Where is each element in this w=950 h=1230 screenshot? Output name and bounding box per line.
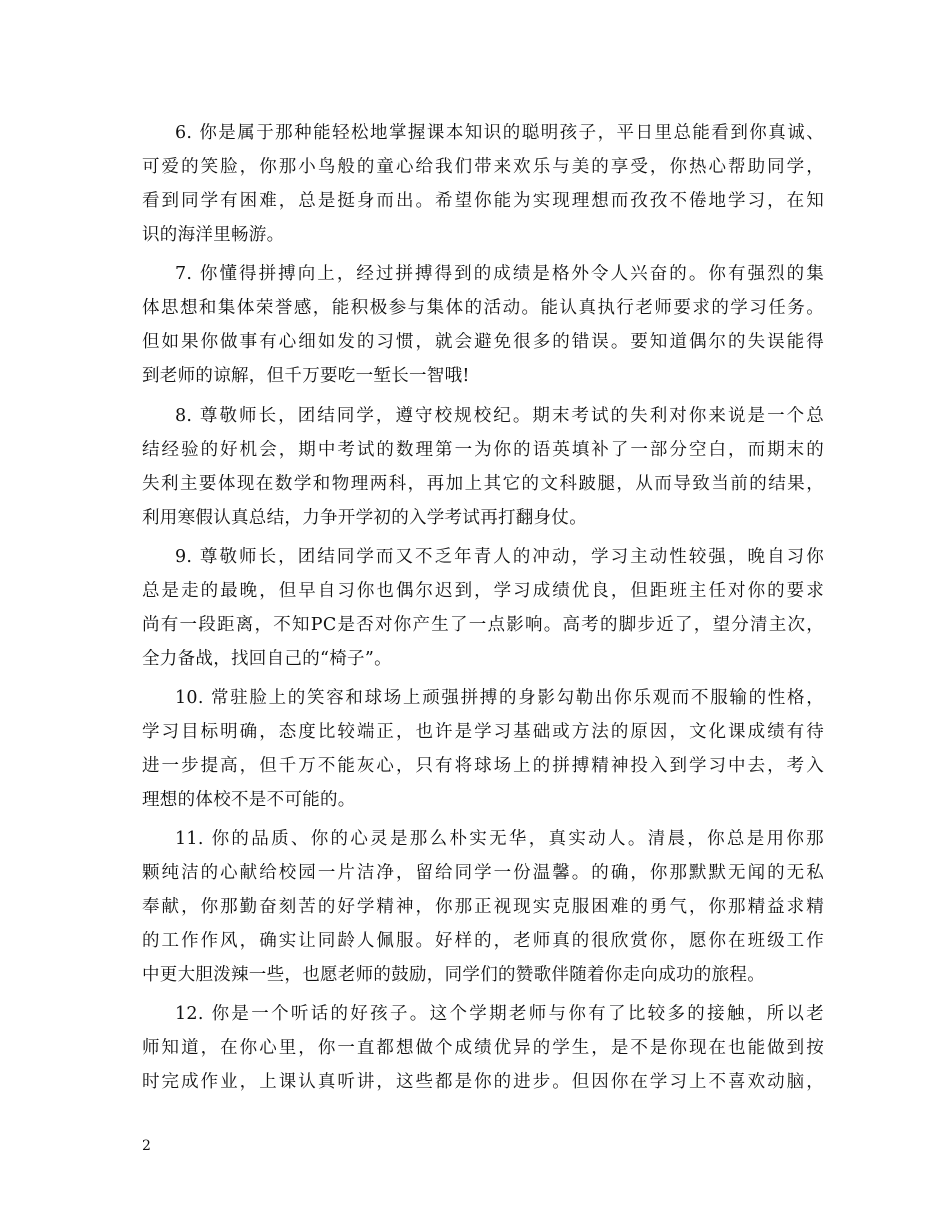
paragraph-line: 时完成作业，上课认真听讲，这些都是你的进步。但因你在学习上不喜欢动脑， bbox=[142, 1072, 824, 1092]
paragraph-line: 12. 你是一个听话的好孩子。这个学期老师与你有了比较多的接触，所以老 bbox=[175, 1004, 824, 1024]
paragraph-line: 9. 尊敬师长，团结同学而又不乏年青人的冲动，学习主动性较强，晚自习你 bbox=[175, 547, 824, 567]
paragraph-line: 师知道，在你心里，你一直都想做个成绩优异的学生，是不是你现在也能做到按 bbox=[142, 1038, 824, 1058]
paragraph-line: 失利主要体现在数学和物理两科，再加上其它的文科跛腿，从而导致当前的结果， bbox=[142, 474, 824, 494]
paragraph-line: 的工作作风，确实让同龄人佩服。好样的，老师真的很欣赏你，愿你在班级工作 bbox=[142, 931, 824, 951]
paragraph-line: 进一步提高，但千万不能灰心，只有将球场上的拼搏精神投入到学习中去，考入 bbox=[142, 756, 824, 776]
paragraph-line: 中更大胆泼辣一些，也愿老师的鼓励，同学们的赞歌伴随着你走向成功的旅程。 bbox=[142, 965, 765, 985]
paragraph-line: 理想的体校不是不可能的。 bbox=[142, 790, 356, 810]
paragraph-line: 到老师的谅解，但千万要吃一堑长一智哦! bbox=[142, 366, 470, 386]
paragraph-line: 体思想和集体荣誉感，能积极参与集体的活动。能认真执行老师要求的学习任务。 bbox=[142, 298, 824, 318]
paragraph-line: 10. 常驻脸上的笑容和球场上顽强拼搏的身影勾勒出你乐观而不服输的性格， bbox=[175, 688, 824, 708]
paragraph-line: 看到同学有困难，总是挺身而出。希望你能为实现理想而孜孜不倦地学习，在知 bbox=[142, 191, 824, 211]
paragraph-line: 8. 尊敬师长，团结同学，遵守校规校纪。期末考试的失利对你来说是一个总 bbox=[175, 406, 824, 426]
paragraph-line: 奉献，你那勤奋刻苦的好学精神，你那正视现实克服困难的勇气，你那精益求精 bbox=[142, 897, 824, 917]
paragraph-line: 利用寒假认真总结，力争开学初的入学考试再打翻身仗。 bbox=[142, 508, 587, 528]
paragraph-line: 尚有一段距离，不知PC是否对你产生了一点影响。高考的脚步近了，望分清主次， bbox=[142, 615, 824, 635]
paragraph-line: 识的海洋里畅游。 bbox=[142, 225, 285, 245]
paragraph-line: 6. 你是属于那种能轻松地掌握课本知识的聪明孩子，平日里总能看到你真诚、 bbox=[175, 123, 824, 143]
paragraph-line: 但如果你做事有心细如发的习惯，就会避免很多的错误。要知道偶尔的失误能得 bbox=[142, 332, 824, 352]
paragraph-line: 总是走的最晚，但早自习你也偶尔迟到，学习成绩优良，但距班主任对你的要求 bbox=[142, 581, 824, 601]
paragraph-line: 11. 你的品质、你的心灵是那么朴实无华，真实动人。清晨，你总是用你那 bbox=[175, 829, 824, 849]
page-number: 2 bbox=[142, 1138, 151, 1154]
paragraph-line: 全力备战，找回自己的“椅子”。 bbox=[142, 649, 392, 669]
paragraph-line: 结经验的好机会，期中考试的数理第一为你的语英填补了一部分空白，而期末的 bbox=[142, 440, 824, 460]
paragraph-line: 学习目标明确，态度比较端正，也许是学习基础或方法的原因，文化课成绩有待 bbox=[142, 722, 824, 742]
paragraph-line: 7. 你懂得拼搏向上，经过拼搏得到的成绩是格外令人兴奋的。你有强烈的集 bbox=[175, 264, 824, 284]
paragraph-line: 颗纯洁的心献给校园一片洁净，留给同学一份温馨。的确，你那默默无闻的无私 bbox=[142, 863, 824, 883]
paragraph-line: 可爱的笑脸，你那小鸟般的童心给我们带来欢乐与美的享受，你热心帮助同学， bbox=[142, 157, 824, 177]
